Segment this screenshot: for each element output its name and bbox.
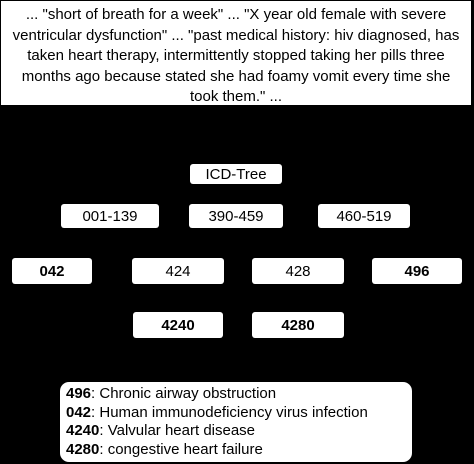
- legend-description: : Valvular heart disease: [99, 422, 256, 439]
- legend-description: : Chronic airway obstruction: [91, 385, 277, 402]
- legend-description: : Human immunodeficiency virus infection: [91, 403, 368, 421]
- legend-code: 4240: [66, 422, 100, 439]
- tree-node-424: 424: [132, 258, 224, 284]
- legend-row-4240: [66, 422, 406, 441]
- edge-root-to-001-139: [110, 181, 190, 203]
- tree-node-390-459: 390-459: [189, 204, 283, 228]
- tree-node-001-139: 001-139: [61, 204, 159, 228]
- legend-description: : congestive heart failure: [99, 440, 263, 458]
- tree-node-4280: 4280: [252, 312, 344, 338]
- tree-node-4240: 4240: [133, 312, 223, 338]
- edge-001-139-to-042: [52, 228, 110, 257]
- edge-root-to-460-519: [282, 181, 362, 203]
- legend-row-042: [66, 404, 406, 423]
- code-legend: [60, 382, 412, 462]
- tree-root-node: ICD-Tree: [190, 164, 282, 184]
- legend-row-496: [66, 385, 406, 404]
- legend-code: 4280: [66, 440, 100, 458]
- tree-node-460-519: 460-519: [318, 204, 410, 228]
- clinical-note-excerpt: ... "short of breath for a week" ... "X year old female with severe ventricular dysfunction" ... "past medical history: hiv diagnosed, has taken heart therapy, intermittently stopped taking her pills three months ago because stated she had foamy vomit every time she took them." ...: [0, 0, 472, 106]
- tree-node-428: 428: [252, 258, 344, 284]
- edge-390-459-to-428: [236, 228, 296, 257]
- legend-row-4280: [66, 441, 406, 460]
- legend-code: 042: [66, 403, 92, 421]
- tree-node-496: 496: [372, 258, 462, 284]
- legend-code: 496: [66, 385, 92, 402]
- edge-460-519-to-496: [362, 228, 416, 257]
- tree-node-042: 042: [12, 258, 92, 284]
- edge-390-459-to-424: [180, 228, 236, 257]
